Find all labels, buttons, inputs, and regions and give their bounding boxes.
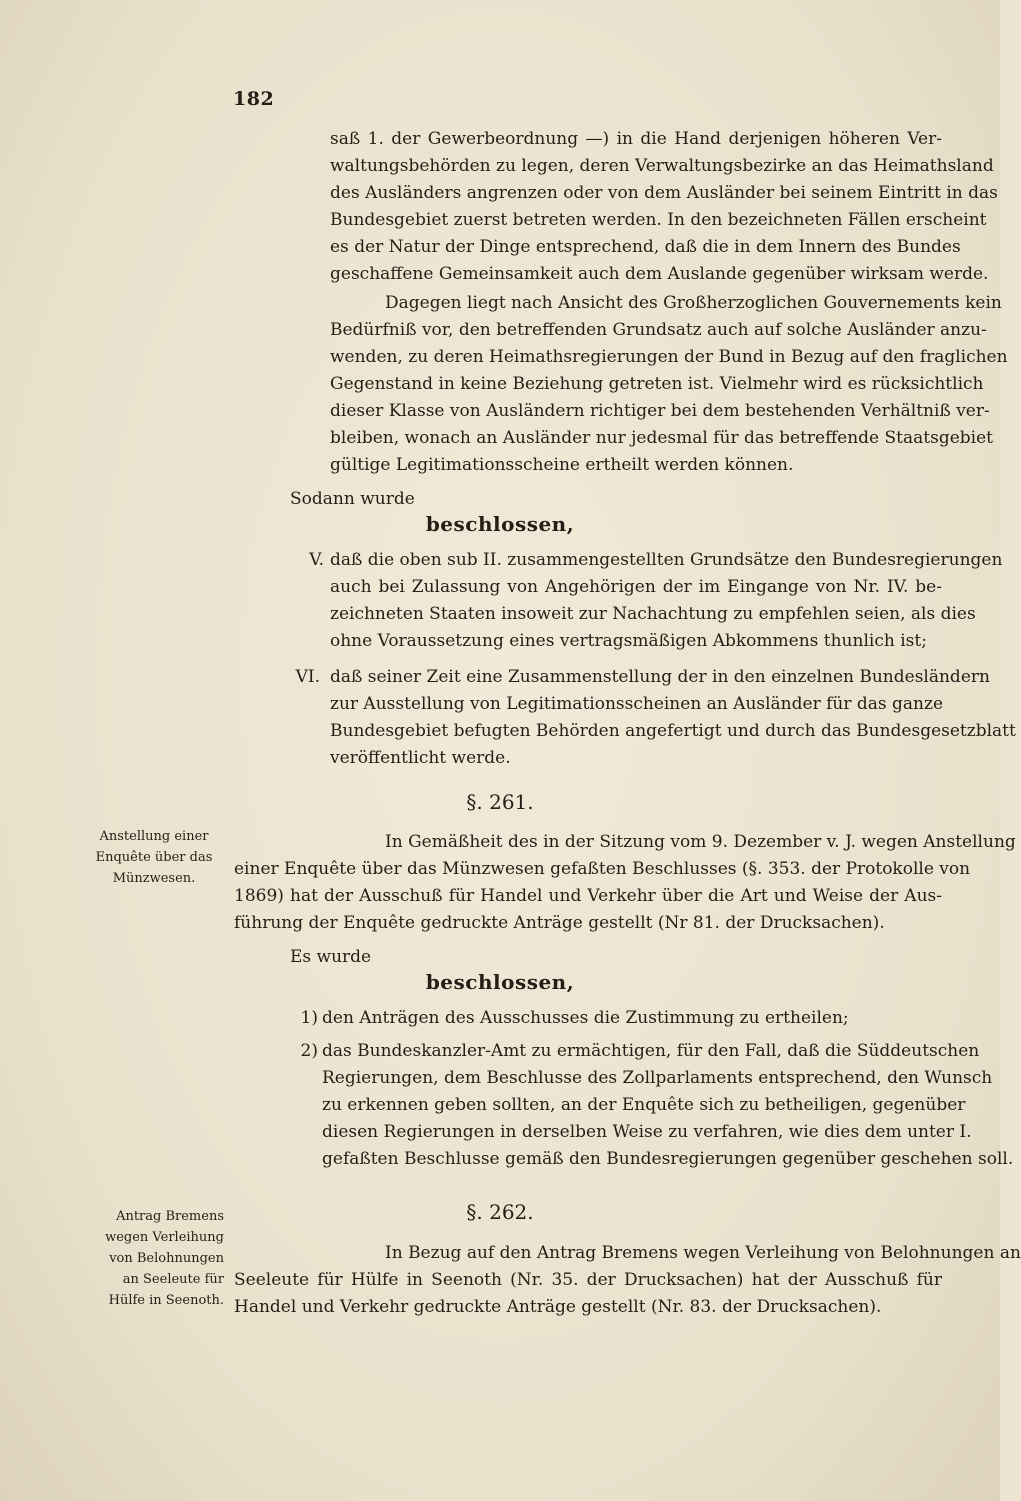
text-line: diesen Regierungen in derselben Weise zu verfahren, wie dies dem unter I. [322,1122,972,1142]
es-wurde-line: Es wurde [290,947,372,967]
margin-note-line: an Seeleute für [122,1272,224,1287]
text-line: veröffentlicht werde. [330,748,511,768]
text-line: es der Natur der Dinge entsprechend, daß die in dem Innern des Bundes [330,237,961,257]
text-line: gefaßten Beschlusse gemäß den Bundesregierungen gegenüber geschehen soll. [322,1149,1014,1169]
margin-note-line: Hülfe in Seenoth. [108,1293,224,1308]
text-line: Bundesgebiet befugten Behörden angefertigt und durch das Bundesgesetzblatt [330,721,1016,741]
paragraph-first-line: In Gemäßheit des in der Sitzung vom 9. Dezember v. J. wegen Anstellung [385,832,1016,852]
paragraph-first-line: Dagegen liegt nach Ansicht des Großherzoglichen Gouvernements kein [385,293,1002,313]
text-line: zeichneten Staaten insoweit zur Nachachtung zu empfehlen seien, als dies [330,604,976,624]
text-line: wenden, zu deren Heimathsregierungen der Bund in Bezug auf den fraglichen [330,347,1008,367]
margin-note-line: von Belohnungen [109,1251,224,1266]
text-line: geschaffene Gemeinsamkeit auch dem Auslande gegenüber wirksam werde. [330,264,989,284]
text-line: daß seiner Zeit eine Zusammenstellung der in den einzelnen Bundesländern [330,667,990,687]
section-262-heading: §. 262. [466,1200,534,1224]
text-line: das Bundeskanzler-Amt zu ermächtigen, für den Fall, daß die Süddeutschen [322,1041,980,1061]
beschlossen-heading: beschlossen, [425,512,575,536]
item-number: V. [309,550,324,570]
text-line: Handel und Verkehr gedruckte Anträge gestellt (Nr. 83. der Drucksachen). [234,1297,882,1317]
text-line: führung der Enquête gedruckte Anträge gestellt (Nr 81. der Drucksachen). [234,913,885,933]
item-number: VI. [295,667,320,687]
text-line: gültige Legitimationsscheine ertheilt werden können. [330,455,794,475]
text-line: waltungsbehörden zu legen, deren Verwaltungsbezirke an das Heimathsland [330,156,994,176]
margin-note-line: Enquête über das [95,850,213,865]
text-line: Bundesgebiet zuerst betreten werden. In den bezeichneten Fällen erscheint [330,210,987,230]
paragraph-first-line: In Bezug auf den Antrag Bremens wegen Verleihung von Belohnungen an [385,1243,1021,1263]
margin-note-262 [82,1206,224,1311]
text-line: dieser Klasse von Ausländern richtiger bei dem bestehenden Verhältniß ver- [330,401,990,421]
text-line: Bedürfniß vor, den betreffenden Grundsatz auch auf solche Ausländer anzu- [330,320,987,340]
margin-note-line: Anstellung einer [99,829,209,844]
text-line: Seeleute für Hülfe in Seenoth (Nr. 35. der Drucksachen) hat der Ausschuß für [234,1270,942,1290]
text-line: zur Ausstellung von Legitimationsscheinen an Ausländer für das ganze [330,694,944,714]
margin-note-line: wegen Verleihung [105,1230,224,1245]
text-line: bleiben, wonach an Ausländer nur jedesmal für das betreffende Staatsgebiet [330,428,993,448]
text-line: den Anträgen des Ausschusses die Zustimmung zu ertheilen; [322,1008,849,1028]
section-261-heading: §. 261. [466,790,534,814]
text-line: 1869) hat der Ausschuß für Handel und Verkehr über die Art und Weise der Aus- [234,886,942,906]
text-line: zu erkennen geben sollten, an der Enquête sich zu betheiligen, gegenüber [322,1095,966,1115]
text-line: saß 1. der Gewerbeordnung —) in die Hand derjenigen höheren Ver- [330,129,942,149]
text-line: Gegenstand in keine Beziehung getreten ist. Vielmehr wird es rücksichtlich [330,374,984,394]
beschlossen-heading: beschlossen, [425,970,575,994]
text-line: einer Enquête über das Münzwesen gefaßten Beschlusses (§. 353. der Protokolle von [234,859,971,879]
text-line: ohne Voraussetzung eines vertragsmäßigen Abkommens thunlich ist; [330,631,927,651]
text-line: des Ausländers angrenzen oder von dem Ausländer bei seinem Eintritt in das [330,183,998,203]
page-number: 182 [233,88,275,110]
margin-note-line: Münzwesen. [112,871,196,886]
item-number: 2) [300,1041,318,1061]
margin-note-line: Antrag Bremens [116,1209,224,1224]
text-line: auch bei Zulassung von Angehörigen der im Eingange von Nr. IV. be- [330,577,942,597]
text-line: daß die oben sub II. zusammengestellten Grundsätze den Bundesregierungen [330,550,1003,570]
margin-note-261 [84,826,224,889]
item-number: 1) [300,1008,318,1028]
sodann-line: Sodann wurde [290,489,415,509]
text-line: Regierungen, dem Beschlusse des Zollparlaments entsprechend, den Wunsch [322,1068,993,1088]
